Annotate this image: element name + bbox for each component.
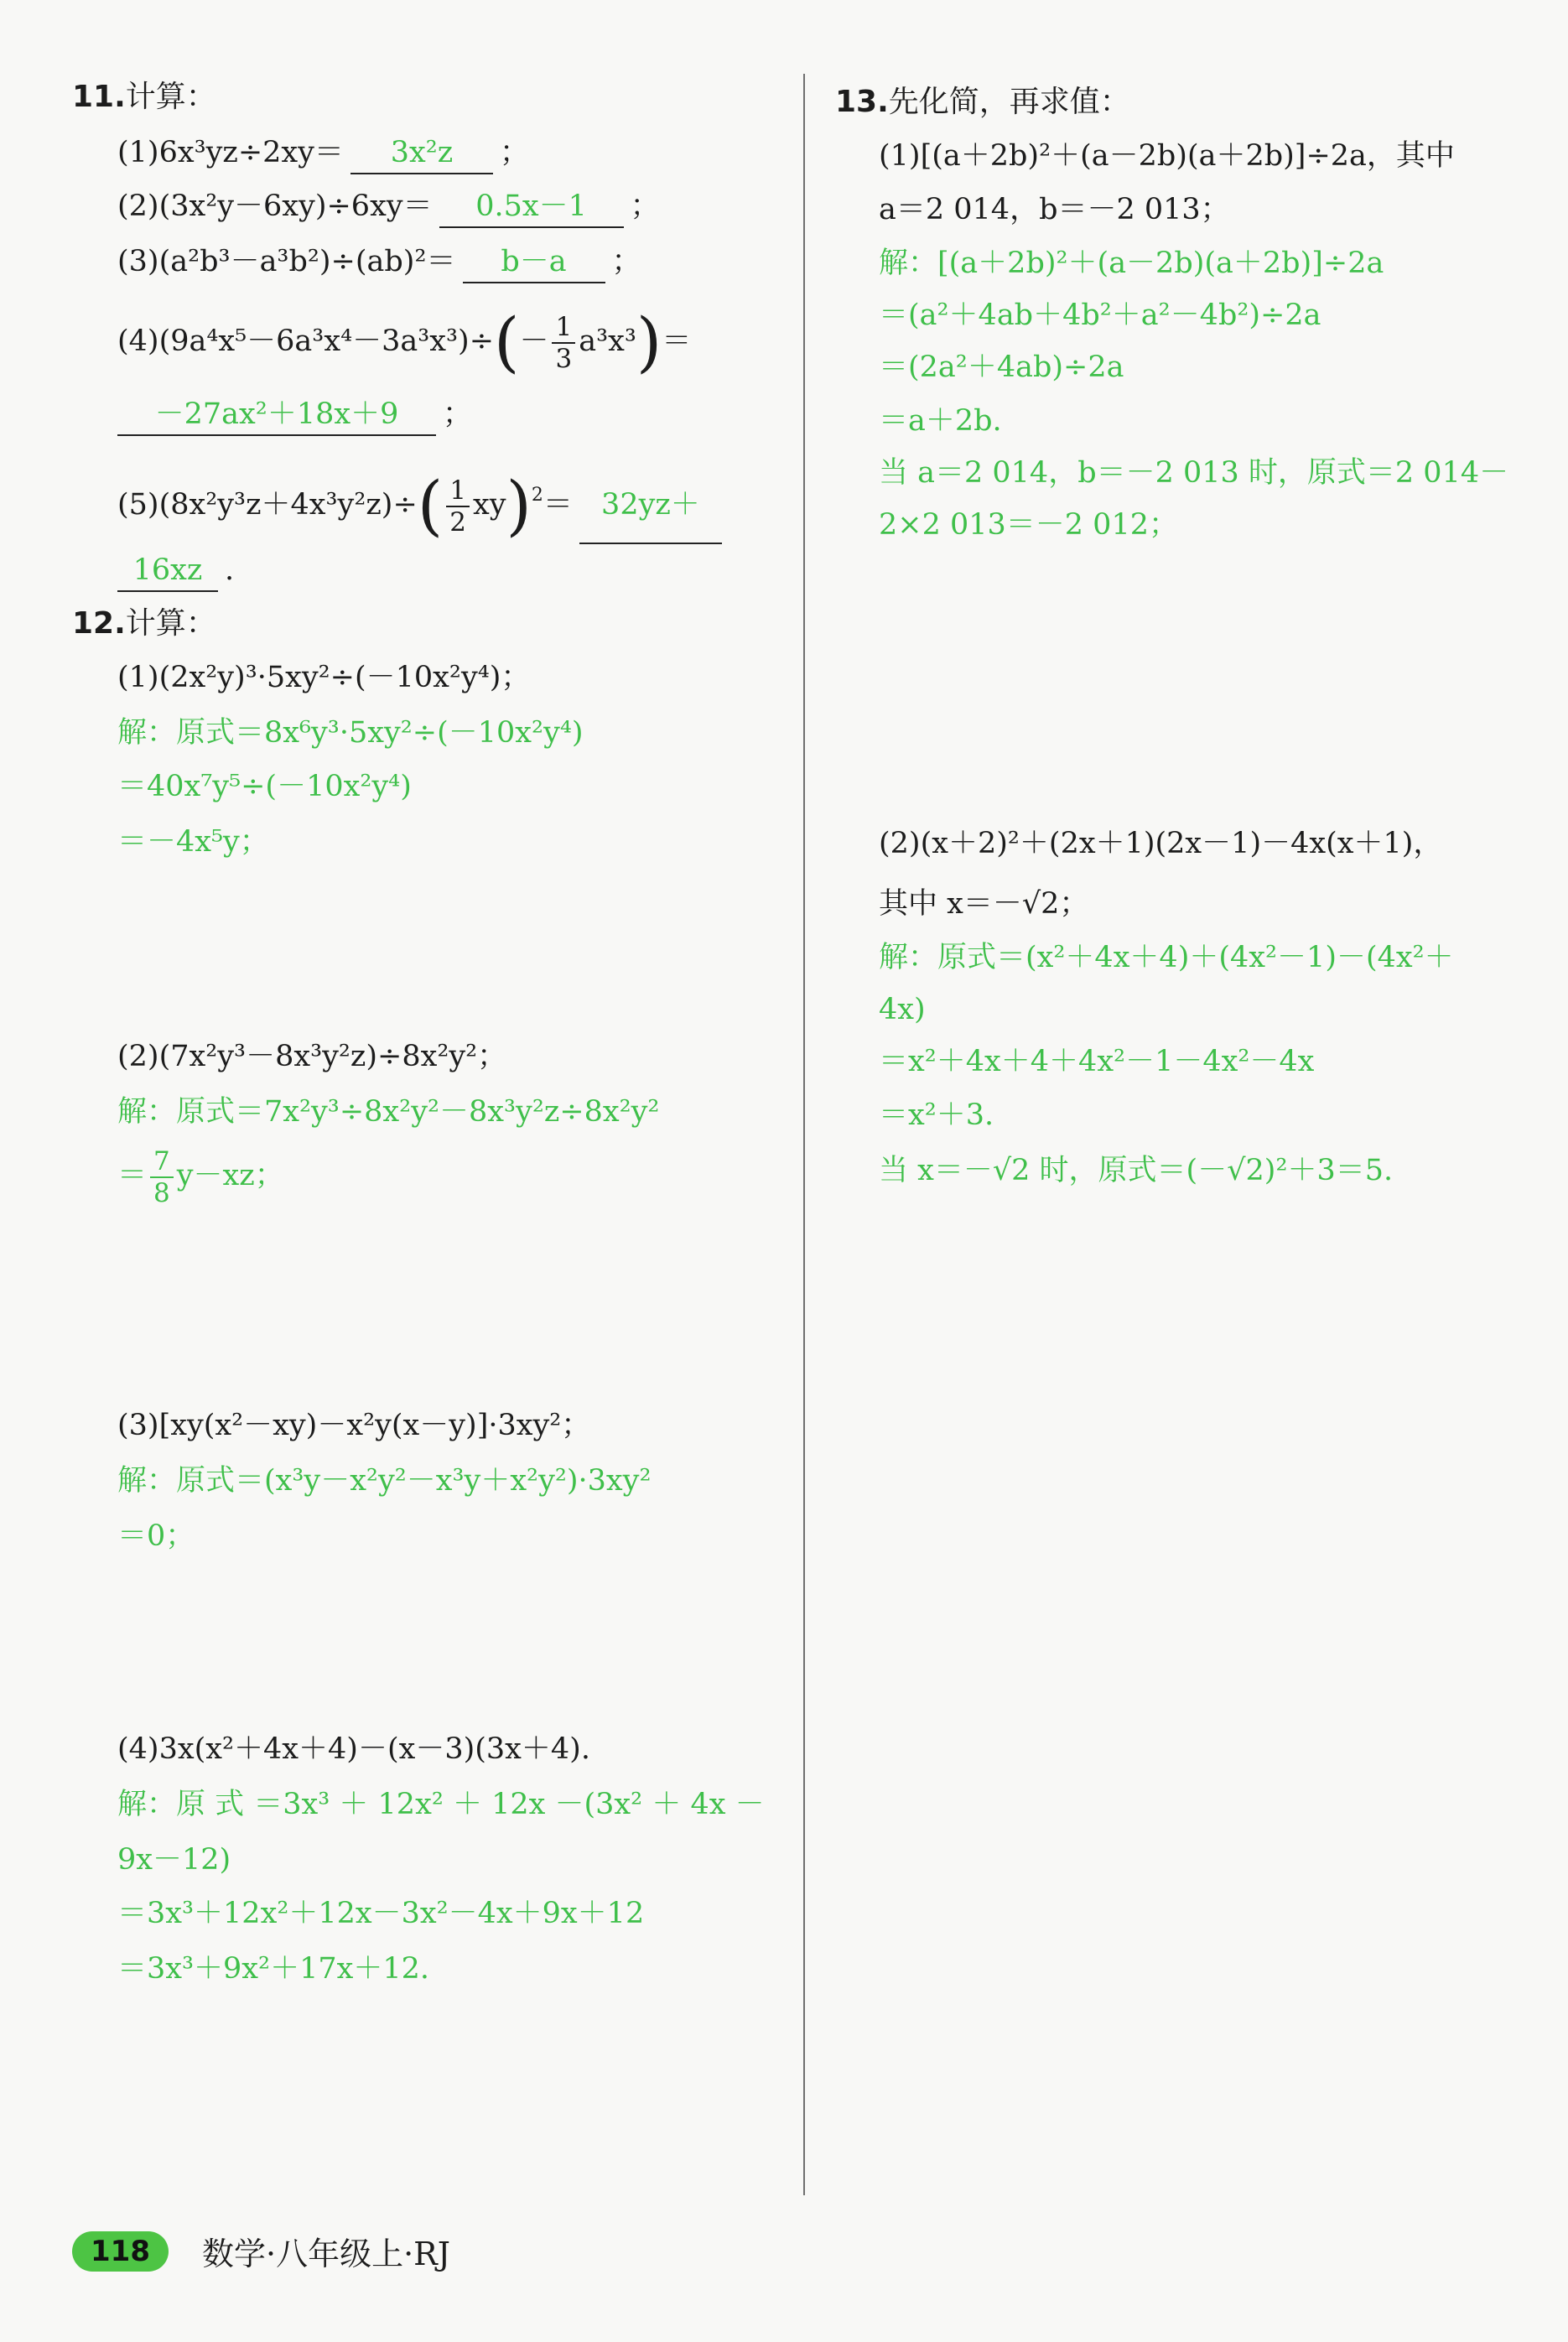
- q12-part4-step4: ＝3x³＋9x²＋17x＋12.: [117, 1952, 430, 1986]
- q13-part1-step3: ＝(2a²＋4ab)÷2a: [879, 351, 1124, 384]
- q11-part5-punct: .: [225, 553, 235, 587]
- q12-part1-step3: ＝－4x⁵y；: [117, 825, 269, 859]
- q13-part2-question-line1: (2)(x＋2)²＋(2x＋1)(2x－1)－4x(x＋1)，: [879, 827, 1443, 860]
- q12-part3-step2: ＝0；: [117, 1519, 195, 1553]
- q12-part1-step1: 解：原式＝8x⁶y³·5xy²÷(－10x²y⁴): [117, 716, 584, 750]
- q13-number: 13.: [835, 85, 889, 119]
- q11-part2: [117, 186, 660, 228]
- q11-heading: [72, 77, 216, 117]
- q13-part2-step3: ＝x²＋4x＋4＋4x²－1－4x²－4x: [879, 1045, 1315, 1078]
- q11-part2-question: (2)(3x²y－6xy)÷6xy＝: [117, 190, 433, 223]
- fraction-one-third: $\frac{1}{3}$: [552, 312, 575, 374]
- page-footer: [72, 2228, 450, 2274]
- left-paren: (: [494, 304, 520, 381]
- q13-part2-step4: ＝x²＋3.: [879, 1098, 994, 1132]
- q13-part1-step1: 解：[(a＋2b)²＋(a－2b)(a＋2b)]÷2a: [879, 247, 1384, 280]
- q13-title: 先化简，再求值：: [888, 85, 1130, 119]
- q13-part1-question-line1: (1)[(a＋2b)²＋(a－2b)(a＋2b)]÷2a，其中: [879, 139, 1455, 173]
- q11-part3-answer: b－a: [463, 241, 605, 283]
- q12-part2-step1: 解：原式＝7x²y³÷8x²y²－8x³y²z÷8x²y²: [117, 1095, 660, 1129]
- q12-part3-step1: 解：原式＝(x³y－x²y²－x³y＋x²y²)·3xy²: [117, 1464, 652, 1498]
- q11-part1-question: (1)6x³yz÷2xy＝: [117, 136, 344, 169]
- q11-part4-answer-line: [117, 394, 472, 436]
- q11-part4: (4)(9a⁴x⁵－6a³x⁴－3a³x³)÷(－ $\frac{1}{3}$ a³x³)＝: [117, 304, 692, 381]
- q11-part5-question: (5)(8x²y³z＋4x³y²z)÷: [117, 488, 418, 522]
- right-paren: ): [636, 304, 662, 381]
- q12-part4-question: (4)3x(x²＋4x＋4)－(x－3)(3x＋4).: [117, 1732, 590, 1766]
- q12-number: 12.: [72, 606, 126, 641]
- page-number-badge: 118: [72, 2231, 169, 2272]
- fraction-seven-eighths: $\frac{7}{8}$: [150, 1146, 174, 1208]
- q11-part5-answer-1: 32yz＋: [579, 467, 722, 544]
- q12-part2-question: (2)(7x²y³－8x³y²z)÷8x²y²；: [117, 1040, 507, 1073]
- q11-part4-punct: ；: [443, 397, 473, 431]
- left-paren: (: [417, 468, 444, 544]
- q13-part1-step4: ＝a＋2b.: [879, 404, 1002, 438]
- q13-part2-question-line2: 其中 x＝－√2；: [879, 887, 1089, 921]
- column-divider: [803, 74, 805, 2195]
- q12-part4-step1: 解：原 式 ＝3x³ ＋ 12x² ＋ 12x －(3x² ＋ 4x －: [117, 1788, 765, 1821]
- q11-part5: [117, 458, 729, 544]
- q12-part3-question: (3)[xy(x²－xy)－x²y(x－y)]·3xy²；: [117, 1409, 591, 1442]
- q11-part5-equals: ＝: [543, 488, 573, 522]
- q12-part1-step2: ＝40x⁷y⁵÷(－10x²y⁴): [117, 770, 412, 803]
- fraction-one-half: $\frac{1}{2}$: [446, 475, 470, 537]
- q11-part5-answer-2: 16xz: [117, 550, 218, 592]
- q12-part2-step2: ＝ $\frac{7}{8}$ y－xz；: [117, 1145, 284, 1208]
- q11-part1-answer: 3x²z: [350, 132, 493, 174]
- q11-part5-answer-line: [117, 550, 234, 592]
- q13-part1-step6: 2×2 013＝－2 012；: [879, 508, 1178, 542]
- q11-part4-equals: ＝: [662, 325, 692, 358]
- q11-part4-answer: －27ax²＋18x＋9: [117, 394, 436, 436]
- q13-part1-step5: 当 a＝2 014，b＝－2 013 时，原式＝2 014－: [879, 456, 1509, 490]
- q11-part3-question: (3)(a²b³－a³b²)÷(ab)²＝: [117, 245, 456, 278]
- q11-part4-question: (4)(9a⁴x⁵－6a³x⁴－3a³x³)÷: [117, 325, 495, 358]
- q13-part2-step1: 解：原式＝(x²＋4x＋4)＋(4x²－1)－(4x²＋: [879, 941, 1454, 974]
- q13-heading: [835, 82, 1130, 122]
- q11-number: 11.: [72, 80, 126, 114]
- q11-part5-power: 2: [531, 485, 543, 506]
- q12-part4-step3: ＝3x³＋12x²＋12x－3x²－4x＋9x＋12: [117, 1897, 645, 1930]
- q13-part2-step2: 4x): [879, 993, 926, 1026]
- q11-part2-punct: ；: [630, 190, 660, 223]
- q12-title: 计算：: [125, 606, 216, 641]
- q13-part2-step5: 当 x＝－√2 时，原式＝(－√2)²＋3＝5.: [879, 1154, 1394, 1187]
- q12-heading: [72, 604, 216, 644]
- q11-part3-punct: ；: [611, 245, 641, 278]
- q11-part5-term: xy: [472, 488, 506, 522]
- q11-part1-punct: ；: [499, 136, 529, 169]
- q11-part1: [117, 132, 529, 174]
- q13-part1-question-line2: a＝2 014，b＝－2 013；: [879, 193, 1230, 226]
- q12-part1-question: (1)(2x²y)³·5xy²÷(－10x²y⁴)；: [117, 661, 531, 694]
- q11-part4-term: a³x³: [579, 325, 636, 358]
- q11-part2-answer: 0.5x－1: [439, 186, 624, 228]
- right-paren: ): [506, 468, 532, 544]
- q13-part1-step2: ＝(a²＋4ab＋4b²＋a²－4b²)÷2a: [879, 299, 1321, 332]
- q12-part4-step2: 9x－12): [117, 1843, 231, 1877]
- q11-part3: [117, 241, 641, 283]
- q11-title: 计算：: [125, 80, 216, 114]
- book-info: 数学·八年级上·RJ: [201, 2236, 450, 2272]
